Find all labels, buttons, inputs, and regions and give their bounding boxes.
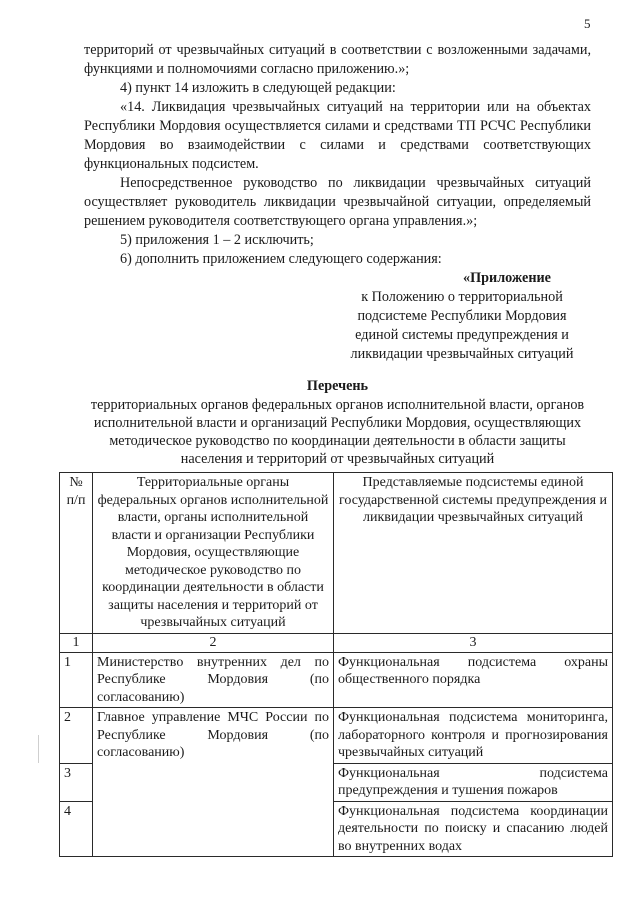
row-organization: Министерство внутренних дел по Республике Мордовия (по согласованию) — [93, 652, 334, 708]
row-subsystem: Функциональная подсистема охраны общественного порядка — [334, 652, 613, 708]
margin-scan-mark — [38, 735, 39, 763]
paragraph-item-4: 4) пункт 14 изложить в следующей редакции: — [120, 80, 396, 96]
column-number-1: 1 — [60, 633, 93, 652]
row-number: 2 — [60, 708, 93, 764]
paragraph-point-14: «14. Ликвидация чрезвычайных ситуаций на территории или на объектах Республики Мордовия осуществляется силами и средствами ТП РСЧС Республики Мордовия во взаимодействии с силами и средствами соответствующих функциональных подсистем. — [84, 99, 591, 172]
row-number: 1 — [60, 652, 93, 708]
row-organization: Главное управление МЧС России по Республике Мордовия (по согласованию) — [93, 708, 334, 764]
row-subsystem: Функциональная подсистема координации деятельности по поиску и спасанию людей во внутренних водах — [334, 801, 613, 857]
appendix-title: «Приложение — [463, 270, 551, 286]
paragraph-direct-management: Непосредственное руководство по ликвидации чрезвычайных ситуаций осуществляет руководитель ликвидации чрезвычайной ситуации, определяемый решением руководителя соответствующего органа управления.»; — [84, 175, 591, 229]
header-organizations: Территориальные органы федеральных органов исполнительной власти, органы исполнительной власти и организации Республики Мордовия, осуществляющие методическое руководство по координации деятельности в области защиты населения и территорий от чрезвычайных ситуаций — [93, 473, 334, 634]
list-title: Перечень — [306, 378, 369, 394]
column-number-3: 3 — [334, 633, 613, 652]
table-row — [60, 801, 613, 857]
coordination-table — [59, 472, 613, 857]
page-number: 5 — [584, 16, 591, 31]
table-row — [60, 708, 613, 764]
appendix-line-1: к Положению о территориальной — [361, 289, 563, 305]
row-organization — [93, 763, 334, 801]
appendix-line-4: ликвидации чрезвычайных ситуаций — [350, 346, 574, 362]
header-number: № п/п — [60, 473, 93, 634]
table-header-row — [60, 473, 613, 634]
appendix-line-3: единой системы предупреждения и — [355, 327, 569, 343]
row-subsystem: Функциональная подсистема предупреждения и тушения пожаров — [334, 763, 613, 801]
row-number: 3 — [60, 763, 93, 801]
paragraph-continuation: территорий от чрезвычайных ситуаций в соответствии с возложенными задачами, функциями и полномочиями согласно приложению.»; — [84, 42, 591, 77]
row-organization — [93, 801, 334, 857]
appendix-heading — [336, 269, 588, 364]
paragraph-item-6: 6) дополнить приложением следующего содержания: — [120, 251, 442, 267]
list-subtitle: территориальных органов федеральных органов исполнительной власти, органов исполнительной власти и организаций Республики Мордовия, осуществляющих методическое руководство по координации деятельности в области защиты населения и территорий от чрезвычайных ситуаций — [90, 397, 585, 467]
column-number-2: 2 — [93, 633, 334, 652]
header-subsystems: Представляемые подсистемы единой государственной системы предупреждения и ликвидации чрезвычайных ситуаций — [334, 473, 613, 634]
table-number-row — [60, 633, 613, 652]
appendix-line-2: подсистеме Республики Мордовия — [357, 308, 567, 324]
row-number: 4 — [60, 801, 93, 857]
paragraph-item-5: 5) приложения 1 – 2 исключить; — [120, 232, 314, 248]
table-row — [60, 763, 613, 801]
row-subsystem: Функциональная подсистема мониторинга, лабораторного контроля и прогнозирования чрезвычайных ситуаций — [334, 708, 613, 764]
table-row — [60, 652, 613, 708]
